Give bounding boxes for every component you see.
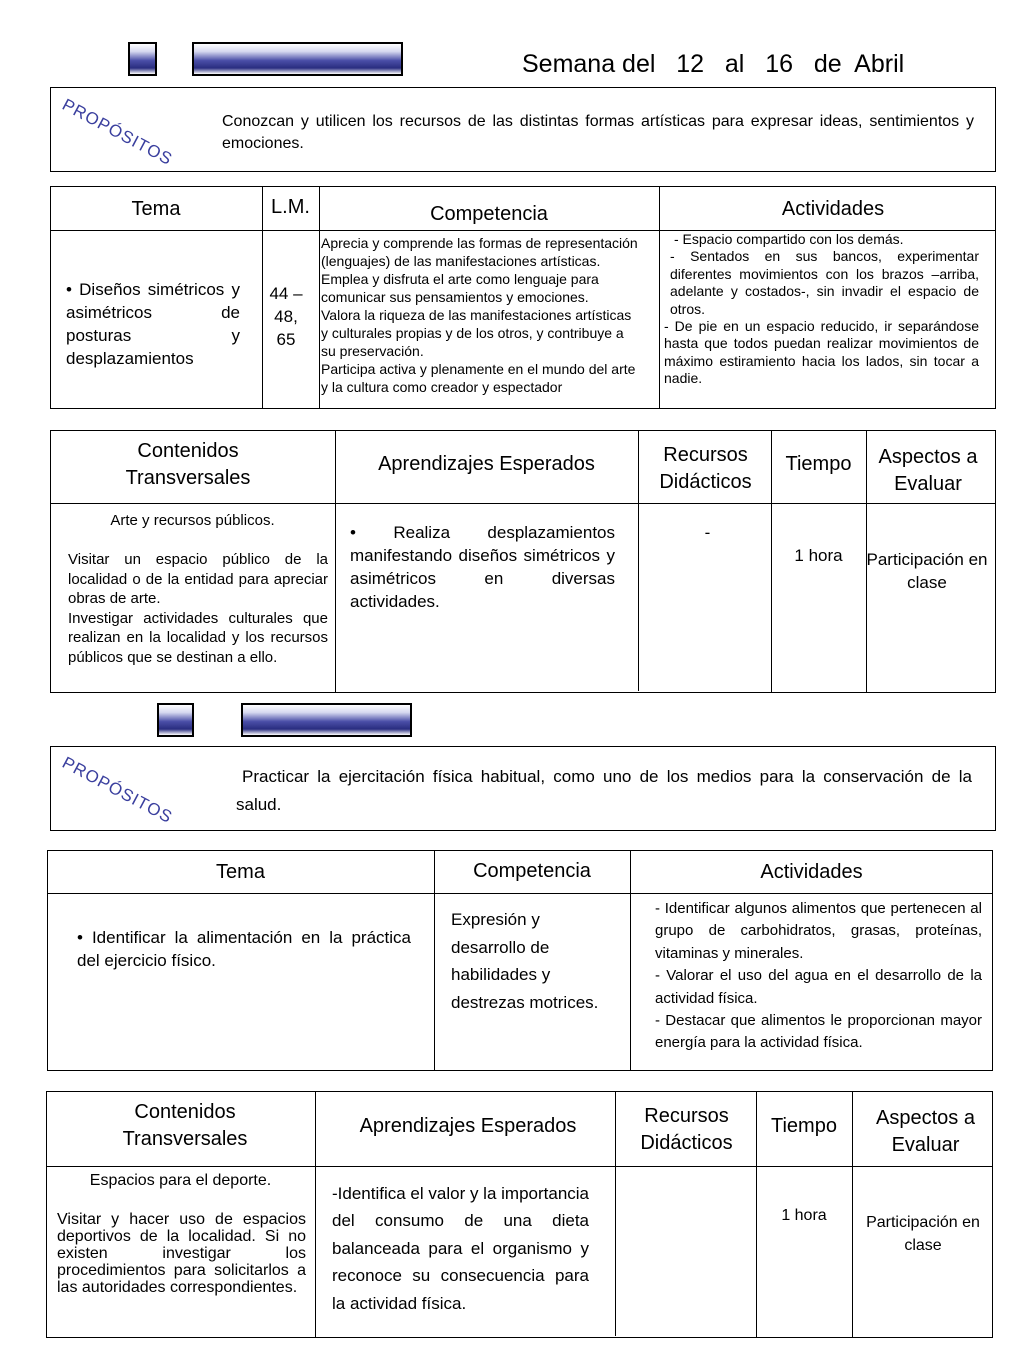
actividades-cell bbox=[655, 898, 982, 1055]
header-contenidos: Contenidos Transversales bbox=[125, 440, 251, 489]
actividad-item: - Destacar que alimentos le proporcionan mayor energía para la actividad física. bbox=[655, 1012, 982, 1052]
header-aspectos: Aspectos a Evaluar bbox=[876, 1107, 975, 1156]
competencia-cell bbox=[321, 234, 639, 396]
actividad-item: - Valorar el uso del agua en el desarrollo de la actividad física. bbox=[655, 967, 982, 1007]
header-competencia: Competencia bbox=[473, 860, 591, 882]
recursos-cell: - bbox=[704, 523, 711, 542]
contenidos-title: Arte y recursos públicos. bbox=[110, 512, 275, 529]
header-square-decoration bbox=[128, 42, 157, 76]
header-contenidos: Contenidos Transversales bbox=[122, 1101, 248, 1150]
header-aprendizajes: Aprendizajes Esperados bbox=[359, 1115, 577, 1137]
tiempo-cell: 1 hora bbox=[794, 546, 843, 565]
contenidos-body: Visitar y hacer uso de espacios deportivos de la localidad. Si no existen investigar los procedimientos para solicitarlos a las autoridades correspondientes. bbox=[57, 1211, 306, 1296]
actividad-item: - Sentados en sus bancos, experimentar diferentes movimientos con los brazos –arriba, adelante y costados-, sin invadir el espacio de otros. bbox=[670, 248, 979, 317]
tiempo-cell: 1 hora bbox=[781, 1207, 827, 1224]
header-recursos: Recursos Didácticos bbox=[659, 444, 752, 493]
header-tema: Tema bbox=[131, 198, 181, 220]
proposito-text-2-content: Practicar la ejercitación física habitual, como uno de los medios para la conservación de la salud. bbox=[236, 767, 972, 814]
header-aprendizajes: Aprendizajes Esperados bbox=[378, 453, 595, 475]
contenidos-item: Investigar actividades culturales que realizan en la localidad y los recursos públicos que se destinan a ello. bbox=[68, 609, 328, 666]
propositos-label-1: PROPÓSITOS bbox=[59, 95, 176, 170]
section-bar-decoration bbox=[241, 703, 412, 737]
aprendizajes-cell: -Identifica el valor y la importancia del consumo de una dieta balanceada para el organismo y reconoce su consecuencia para la actividad física. bbox=[332, 1184, 590, 1313]
header-bar-decoration bbox=[192, 42, 403, 76]
actividad-item: - De pie en un espacio reducido, ir separándose hasta que todos puedan realizar movimientos de máximo estiramiento hacia los lados, sin tocar a nadie. bbox=[664, 318, 979, 387]
tema-cell: • Diseños simétricos y asimétricos de posturas y desplazamientos bbox=[66, 280, 240, 368]
aprendizajes-cell: • Realiza desplazamientos manifestando diseños simétricos y asimétricos en diversas actividades. bbox=[350, 523, 615, 611]
header-recursos: Recursos Didácticos bbox=[640, 1105, 733, 1154]
header-tiempo: Tiempo bbox=[771, 1115, 837, 1137]
proposito-text-2 bbox=[236, 763, 972, 819]
section-square-decoration bbox=[157, 703, 194, 737]
competencia-item: Emplea y disfruta el arte como lenguaje para comunicar sus pensamientos y emociones. bbox=[321, 271, 599, 305]
competencia-item: Participa activa y plenamente en el mundo del arte y la cultura como creador y espectador bbox=[321, 361, 636, 395]
proposito-text-1: Conozcan y utilicen los recursos de las distintas formas artísticas para expresar ideas, sentimientos y emociones. bbox=[222, 113, 974, 152]
week-title: Semana del 12 al 16 de Abril bbox=[522, 50, 905, 78]
lm-cell: 44 – 48, 65 bbox=[269, 284, 303, 349]
competencia-item: Aprecia y comprende las formas de representación (lenguajes) de las manifestaciones artísticas. bbox=[321, 235, 638, 269]
aspectos-cell: Participación en clase bbox=[866, 550, 988, 592]
actividad-item: - Identificar algunos alimentos que pertenecen al grupo de carbohidratos, grasas, proteínas, vitaminas y minerales. bbox=[655, 900, 982, 962]
propositos-label-2: PROPÓSITOS bbox=[59, 753, 176, 828]
aspectos-cell: Participación en clase bbox=[866, 1214, 980, 1254]
tema-cell: • Identificar la alimentación en la práctica del ejercicio físico. bbox=[77, 928, 411, 970]
header-aspectos: Aspectos a Evaluar bbox=[878, 446, 978, 495]
header-actividades: Actividades bbox=[781, 198, 885, 220]
header-tiempo: Tiempo bbox=[785, 453, 852, 475]
actividad-item: - Espacio compartido con los demás. bbox=[674, 231, 904, 247]
contenidos-item: Visitar un espacio público de la localidad o de la entidad para apreciar obras de arte. bbox=[68, 551, 328, 608]
header-tema: Tema bbox=[216, 861, 265, 883]
header-actividades: Actividades bbox=[760, 861, 863, 883]
header-lm: L.M. bbox=[271, 196, 310, 218]
competencia-cell: Expresión y desarrollo de habilidades y destrezas motrices. bbox=[451, 910, 599, 1012]
competencia-item: Valora la riqueza de las manifestaciones artísticas y culturales propias y de los otros, y contribuye a su preservación. bbox=[321, 307, 632, 359]
contenidos-title: Espacios para el deporte. bbox=[89, 1172, 272, 1189]
contenidos-body bbox=[68, 550, 328, 668]
header-competencia: Competencia bbox=[430, 203, 548, 225]
actividades-cell bbox=[664, 231, 979, 388]
